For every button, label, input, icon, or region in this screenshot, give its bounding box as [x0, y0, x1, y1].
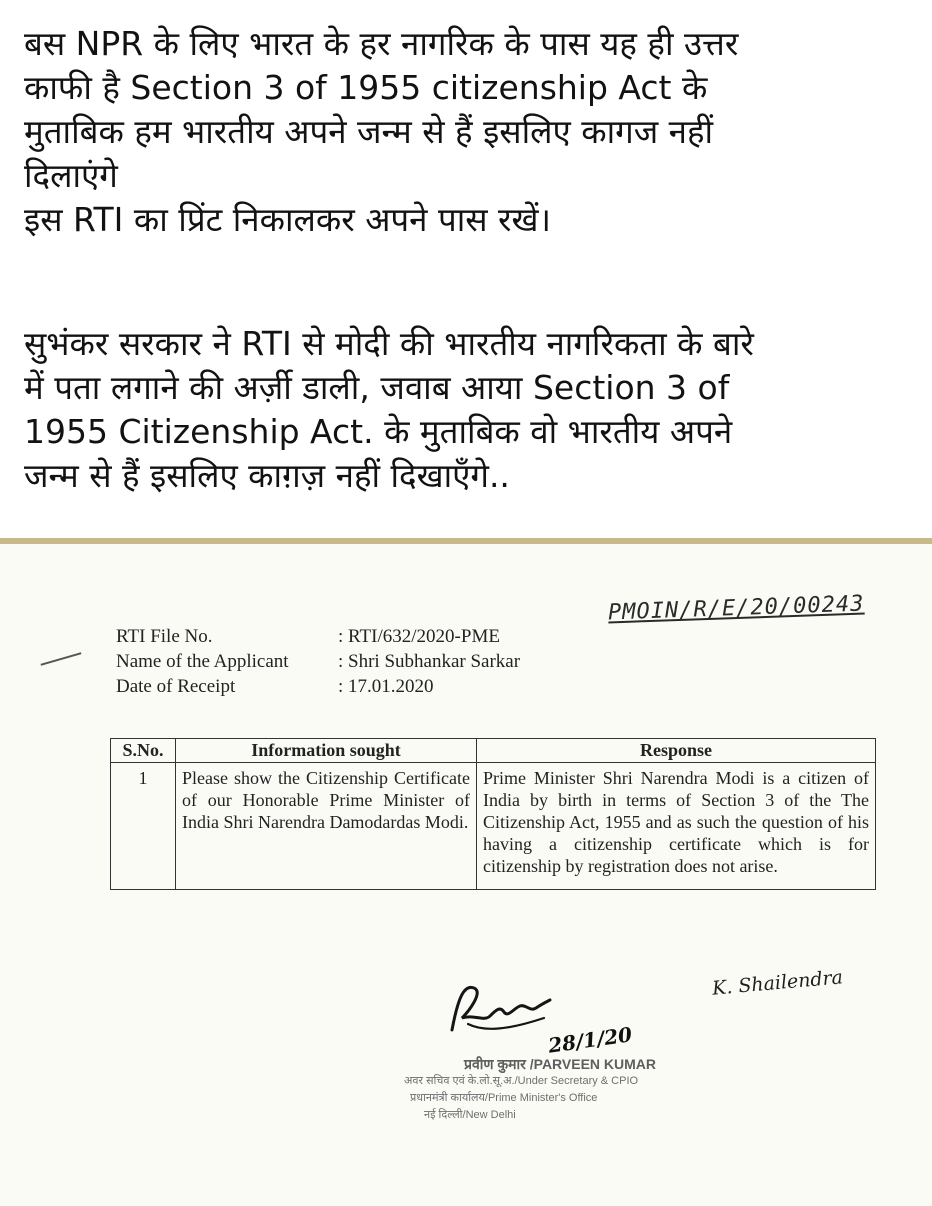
- cell-response: Prime Minister Shri Narendra Modi is a citizen of India by birth in terms of Section 3 of the The Citizenship Act, 1955 and as such the question of his having a citizenship certificate which is for citizenship by registration does not arise.: [477, 763, 876, 890]
- meta-label: Date of Receipt: [116, 676, 236, 697]
- header-sno: S.No.: [111, 739, 176, 763]
- initials-signature: K. Shailendra: [711, 966, 844, 1000]
- meta-label: Name of the Applicant: [116, 651, 289, 672]
- table-row: [111, 763, 876, 890]
- table-header-row: [111, 739, 876, 763]
- meta-row-applicant: [116, 649, 520, 674]
- rti-table: [110, 738, 876, 890]
- caption-paragraph-2: सुभंकर सरकार ने RTI से मोदी की भारतीय नागरिकता के बारे में पता लगाने की अर्ज़ी डाली, जवाब आया Section 3 of 1955 Citizenship Act. के मुताबिक वो भारतीय अपने जन्म से हैं इसलिए काग़ज़ नहीं दिखाएँगे..: [24, 324, 754, 495]
- cell-sno: 1: [111, 763, 176, 890]
- header-response: Response: [477, 739, 876, 763]
- pen-mark: [41, 652, 82, 665]
- rti-reply-document: [0, 538, 932, 1206]
- signature-date: 28/1/20: [546, 1022, 634, 1058]
- meta-value: : RTI/632/2020-PME: [338, 626, 500, 647]
- stamp-city: नई दिल्ली/New Delhi: [424, 1109, 516, 1121]
- stamp-designation: अवर सचिव एवं के.लो.सू.अ./Under Secretary & CPIO: [404, 1075, 639, 1087]
- caption-paragraph-1: बस NPR के लिए भारत के हर नागरिक के पास यह ही उत्तर काफी है Section 3 of 1955 citizenship Act के मुताबिक हम भारतीय अपने जन्म से हैं इसलिए कागज नहीं दिलाएंगे इस RTI का प्रिंट निकालकर अपने पास रखें।: [24, 24, 739, 239]
- officer-stamp: [404, 1056, 656, 1124]
- file-reference-handwritten: PMOIN/R/E/20/00243: [607, 591, 865, 626]
- signature-image: [444, 978, 554, 1048]
- meta-value: : Shri Subhankar Sarkar: [338, 651, 521, 672]
- meta-row-file-no: [116, 624, 520, 649]
- cell-information-sought: Please show the Citizenship Certificate of our Honorable Prime Minister of India Shri Narendra Damodardas Modi.: [176, 763, 477, 890]
- meta-value: : 17.01.2020: [338, 676, 434, 697]
- header-information-sought: Information sought: [176, 739, 477, 763]
- stamp-office: प्रधानमंत्री कार्यालय/Prime Minister's Office: [410, 1092, 598, 1104]
- rti-meta: [116, 624, 520, 699]
- meta-row-date: [116, 674, 520, 699]
- stamp-name: प्रवीण कुमार /PARVEEN KUMAR: [464, 1056, 657, 1072]
- meta-label: RTI File No.: [116, 626, 213, 647]
